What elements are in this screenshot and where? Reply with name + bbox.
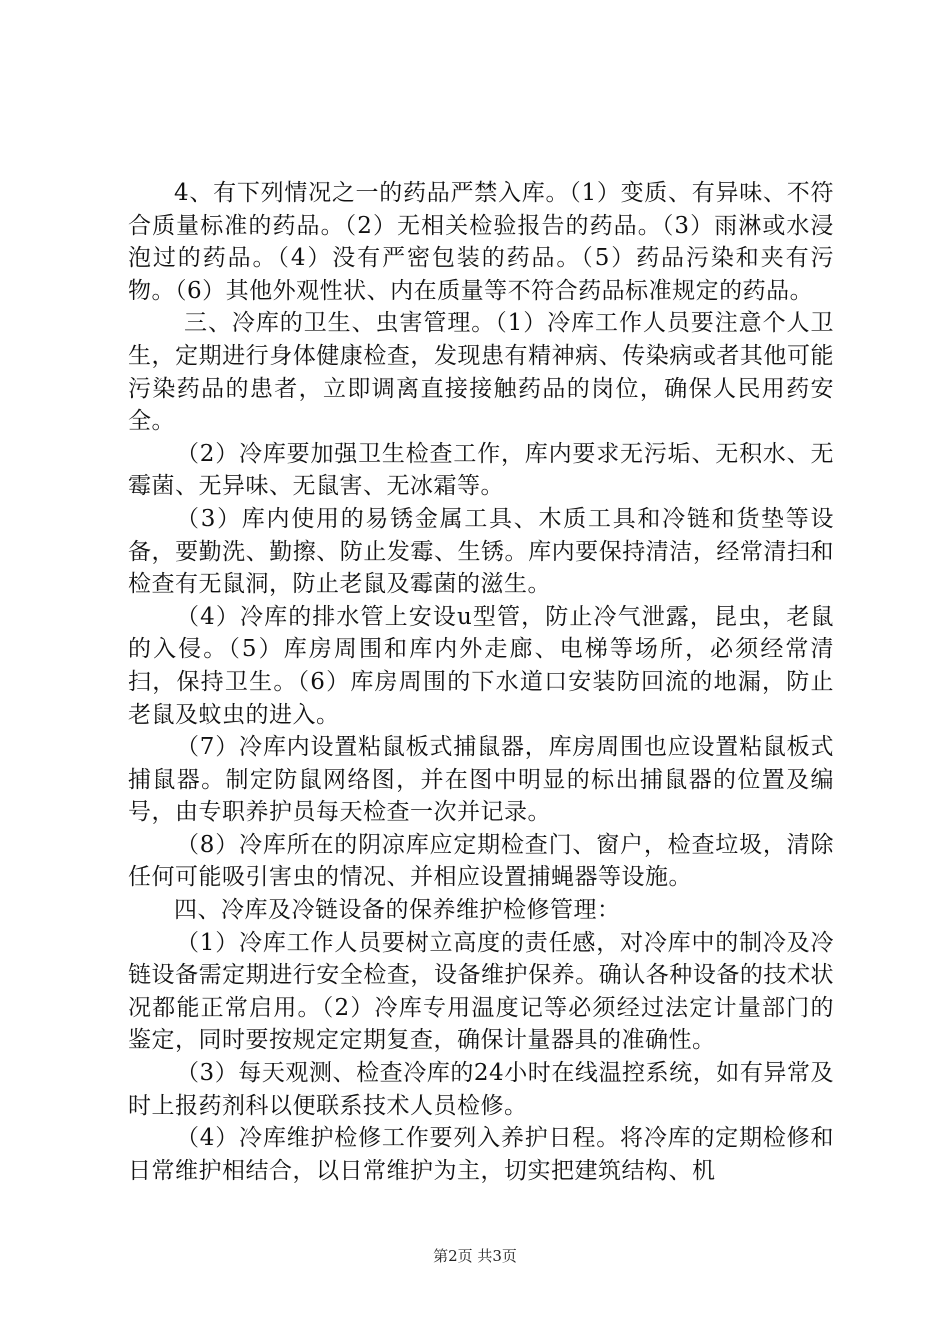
paragraph-storage-prohibitions: 4、有下列情况之一的药品严禁入库。（1）变质、有异味、不符合质量标准的药品。（2）无相关检验报告的药品。（3）雨淋或水浸泡过的药品。（4）没有严密包装的药品。（5）药品污染和夹有污物。（6）其他外观性状、内在质量等不符合药品标准规定的药品。 xyxy=(128,180,834,304)
paragraph-hygiene-inspection: （2）冷库要加强卫生检查工作，库内要求无污垢、无积水、无霉菌、无异味、无鼠害、无冰霜等。 xyxy=(128,440,834,500)
paragraph-rodent-traps: （7）冷库内设置粘鼠板式捕鼠器，库房周围也应设置粘鼠板式捕鼠器。制定防鼠网络图，并在图中明显的标出捕鼠器的位置及编号，由专职养护员每天检查一次并记录。 xyxy=(128,734,834,826)
paragraph-door-window-inspection: （8）冷库所在的阴凉库应定期检查门、窗户，检查垃圾，清除任何可能吸引害虫的情况、并相应设置捕蝇器等设施。 xyxy=(128,831,834,891)
page-number-footer: 第2页 共3页 xyxy=(433,1247,517,1265)
section-heading-maintenance: 四、冷库及冷链设备的保养维护检修管理： xyxy=(174,897,621,924)
paragraph-hygiene-pest-management: 三、冷库的卫生、虫害管理。（1）冷库工作人员要注意个人卫生，定期进行身体健康检查，发现患有精神病、传染病或者其他可能污染药品的患者，立即调离直接接触药品的岗位，确保人民用药安全。 xyxy=(128,310,834,435)
paragraph-drainage-pest-prevention: （4）冷库的排水管上安设u型管，防止冷气泄露，昆虫，老鼠的入侵。（5）库房周围和库内外走廊、电梯等场所，必须经常清扫，保持卫生。（6）库房周围的下水道口安装防回流的地漏，防止老鼠及蚊虫的进入。 xyxy=(128,603,834,728)
document-body xyxy=(128,177,834,1187)
paragraph-maintenance-schedule: （4）冷库维护检修工作要列入养护日程。将冷库的定期检修和日常维护相结合，以日常维护为主，切实把建筑结构、机 xyxy=(128,1125,834,1184)
paragraph-equipment-safety-check: （1）冷库工作人员要树立高度的责任感，对冷库中的制冷及冷链设备需定期进行安全检查，设备维护保养。确认各种设备的技术状况都能正常启用。（2）冷库专用温度记等必须经过法定计量部门的鉴定，同时要按规定定期复查，确保计量器具的准确性。 xyxy=(128,929,834,1054)
paragraph-tool-cleaning: （3）库内使用的易锈金属工具、木质工具和冷链和货垫等设备，要勤洗、勤擦、防止发霉、生锈。库内要保持清洁，经常清扫和检查有无鼠洞，防止老鼠及霉菌的滋生。 xyxy=(128,505,834,598)
paragraph-temperature-monitoring: （3）每天观测、检查冷库的24小时在线温控系统，如有异常及时上报药剂科以便联系技术人员检修。 xyxy=(128,1060,834,1119)
